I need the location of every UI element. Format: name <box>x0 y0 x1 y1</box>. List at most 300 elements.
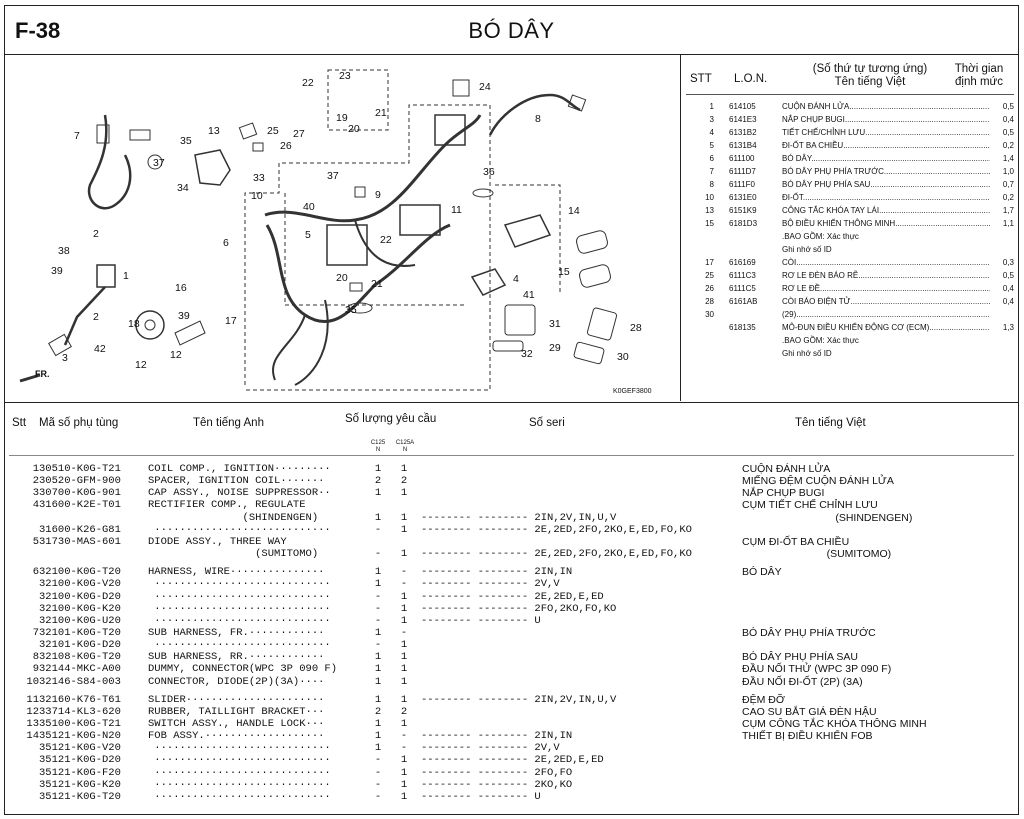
vietnamese-name: BÓ DÂY PHỤ PHÍA SAU <box>742 651 858 664</box>
qty-c125: - <box>374 614 382 627</box>
col-header-name-en: Tên tiếng Anh <box>193 417 264 429</box>
row-number: 5 <box>32 535 39 548</box>
list-stt: 26 <box>705 284 714 293</box>
serial-range: -------- -------- 2E,2ED,E,ED <box>421 754 604 767</box>
english-name: ···························· <box>148 766 331 779</box>
english-name: ···························· <box>148 742 331 755</box>
list-name: BỘ ĐIỀU KHIỂN THÔNG MINH ..... <box>782 217 990 230</box>
table-row <box>5 791 1018 803</box>
qty-c125: - <box>374 523 382 536</box>
row-number: 14 <box>26 730 39 743</box>
qty-c125a: 2 <box>400 705 408 718</box>
part-number: 31600-K26-G81 <box>39 523 121 536</box>
english-name: (SHINDENGEN) <box>148 511 319 524</box>
callout-20: 20 <box>348 123 360 135</box>
labor-time-list <box>682 55 1018 401</box>
part-number: 35121-K0G-T20 <box>39 790 121 803</box>
english-name: HARNESS, WIRE··············· <box>148 566 325 579</box>
list-name: CÔNG TẮC KHÓA TAY LÁI ..... <box>782 204 990 217</box>
part-number: 35121-K0G-N20 <box>39 730 121 743</box>
list-row <box>682 139 1018 152</box>
part-number: 35100-K0G-T21 <box>39 718 121 730</box>
vietnamese-name: CỤM CÔNG TẮC KHÓA THÔNG MINH <box>742 718 927 730</box>
callout-41: 41 <box>523 289 535 301</box>
qty-c125a: - <box>400 730 408 743</box>
page-frame <box>4 5 1019 815</box>
list-row <box>682 321 1018 334</box>
vietnamese-name: CUỘN ĐÁNH LỬA <box>742 463 831 475</box>
list-stt: 7 <box>709 167 714 176</box>
list-name: .BAO GỒM: Xác thực <box>782 232 859 241</box>
row-number: 3 <box>32 487 39 500</box>
callout-24: 24 <box>479 81 491 93</box>
qty-c125: 1 <box>374 693 382 706</box>
table-row <box>5 578 1018 590</box>
callout-2: 2 <box>93 311 99 323</box>
row-number: 7 <box>32 626 39 639</box>
qty-c125a: - <box>400 578 408 591</box>
serial-range: -------- -------- 2E,2ED,2FO,2KO,E,ED,FO,KO <box>421 548 692 561</box>
list-name: ĐI-ỐT BA CHIỀU ..... <box>782 139 990 152</box>
list-header-lon: L.O.N. <box>734 73 768 85</box>
callout-30: 30 <box>617 351 629 363</box>
list-time: 0,3 <box>1002 258 1014 267</box>
table-row <box>5 718 1018 730</box>
qty-c125a: 1 <box>400 663 408 676</box>
table-row <box>5 591 1018 603</box>
serial-range: -------- -------- 2E,2ED,E,ED <box>421 590 604 603</box>
callout-16: 16 <box>175 282 187 294</box>
qty-col-c125: C125 N <box>370 440 386 453</box>
list-name: RƠ LE ĐỀ ..... <box>782 282 990 295</box>
table-row <box>5 663 1018 675</box>
parts-table <box>5 402 1018 814</box>
callout-31: 31 <box>549 318 561 330</box>
qty-c125: - <box>374 548 382 561</box>
english-name: CONNECTOR, DIODE(2P)(3A)···· <box>148 675 325 688</box>
list-row <box>682 178 1018 191</box>
list-header-stt: STT <box>690 73 712 85</box>
list-lon: 6111D7 <box>729 167 756 176</box>
table-row <box>5 754 1018 766</box>
vietnamese-name: MIẾNG ĐỆM CUỘN ĐÁNH LỬA <box>742 475 894 488</box>
list-time: 0,4 <box>1002 115 1014 124</box>
part-number: 35121-K0G-K20 <box>39 778 121 791</box>
vietnamese-name: (SUMITOMO) <box>742 548 892 561</box>
english-name: ···························· <box>148 639 331 652</box>
table-row <box>5 627 1018 639</box>
list-row <box>682 100 1018 113</box>
qty-c125a: 1 <box>400 639 408 652</box>
callout-21: 21 <box>375 107 387 119</box>
row-number: 1 <box>32 463 39 475</box>
list-lon: 6131E0 <box>729 193 757 202</box>
table-header-divider <box>9 455 1014 456</box>
callout-9: 9 <box>375 189 381 201</box>
list-stt: 17 <box>705 258 714 267</box>
qty-c125: 2 <box>374 705 382 718</box>
english-name: ···························· <box>148 578 331 591</box>
callout-26: 26 <box>280 140 292 152</box>
list-name: Ghi nhớ số ID <box>782 349 832 358</box>
list-time: 1,1 <box>1002 219 1014 228</box>
list-lon: 6111C5 <box>729 284 756 293</box>
serial-range: -------- -------- U <box>421 790 541 803</box>
row-number: 10 <box>26 675 39 688</box>
list-stt: 5 <box>709 141 714 150</box>
list-stt: 1 <box>709 102 714 111</box>
list-time: 0,7 <box>1002 180 1014 189</box>
english-name: ···························· <box>148 614 331 627</box>
callout-39: 39 <box>178 310 190 322</box>
table-row <box>5 767 1018 779</box>
table-row <box>5 475 1018 487</box>
list-time: 0,4 <box>1002 284 1014 293</box>
table-row <box>5 730 1018 742</box>
table-row <box>5 779 1018 791</box>
list-name: .BAO GỒM: Xác thực <box>782 336 859 345</box>
qty-c125a: 2 <box>400 475 408 488</box>
vietnamese-name: (SHINDENGEN) <box>742 511 913 524</box>
list-name: ĐI-ỐT ..... <box>782 191 990 204</box>
english-name: COIL COMP., IGNITION········· <box>148 463 331 475</box>
part-number: 31730-MAS-601 <box>39 535 121 548</box>
qty-c125a: - <box>400 566 408 579</box>
callout-14: 14 <box>568 205 580 217</box>
list-header-time: Thời gian định mức <box>954 63 1004 88</box>
callout-37: 37 <box>153 157 165 169</box>
list-time: 1,7 <box>1002 206 1014 215</box>
vietnamese-name: CỤM ĐI-ỐT BA CHIỀU <box>742 535 850 548</box>
page-title: BÓ DÂY <box>468 18 555 43</box>
vietnamese-name: ĐẦU NỐI THỬ (WPC 3P 090 F) <box>742 663 892 676</box>
list-name: MÔ-ĐUN ĐIỀU KHIỂN ĐỘNG CƠ (ECM) ..... <box>782 321 990 334</box>
list-name: BÓ DÂY PHỤ PHÍA SAU ..... <box>782 178 990 191</box>
callout-38: 38 <box>58 245 70 257</box>
qty-c125: - <box>374 790 382 803</box>
english-name: SUB HARNESS, FR.············ <box>148 626 325 639</box>
qty-c125a: - <box>400 626 408 639</box>
qty-c125a: 1 <box>400 790 408 803</box>
col-header-qty: Số lượng yêu cầu <box>345 413 437 425</box>
list-name: Ghi nhớ số ID <box>782 245 832 254</box>
qty-c125: 1 <box>374 511 382 524</box>
table-row <box>5 463 1018 475</box>
row-number: 2 <box>32 475 39 488</box>
english-name: FOB ASSY.··················· <box>148 730 325 743</box>
list-time: 0,5 <box>1002 102 1014 111</box>
row-number: 9 <box>32 663 39 676</box>
list-header-name: (Số thứ tự tương ứng) Tên tiếng Việt <box>812 63 928 88</box>
part-number: 32100-K0G-K20 <box>39 602 121 615</box>
figure-code: F-38 <box>15 18 61 43</box>
row-number: 13 <box>26 718 39 730</box>
list-stt: 6 <box>709 154 714 163</box>
english-name: ···························· <box>148 778 331 791</box>
list-stt: 8 <box>709 180 714 189</box>
row-number: 12 <box>26 705 39 718</box>
table-row <box>5 676 1018 688</box>
list-time: 1,3 <box>1002 323 1014 332</box>
callout-36: 36 <box>483 166 495 178</box>
qty-c125a: 1 <box>400 693 408 706</box>
list-row <box>682 126 1018 139</box>
qty-c125a: - <box>400 742 408 755</box>
callout-11: 11 <box>451 204 462 216</box>
list-name: RƠ LE ĐÈN BÁO RẼ ..... <box>782 269 990 282</box>
list-time: 0,2 <box>1002 141 1014 150</box>
callout-35: 35 <box>180 135 192 147</box>
part-number: 32100-K0G-U20 <box>39 614 121 627</box>
english-name: ···························· <box>148 590 331 603</box>
callout-12: 12 <box>170 349 182 361</box>
qty-c125: 1 <box>374 578 382 591</box>
row-number: 4 <box>32 499 39 512</box>
english-name: SWITCH ASSY., HANDLE LOCK··· <box>148 718 325 730</box>
list-lon: 618135 <box>729 323 756 332</box>
callout-22: 22 <box>380 234 392 246</box>
table-row <box>5 536 1018 548</box>
list-row <box>682 152 1018 165</box>
list-row <box>682 217 1018 230</box>
list-lon: 611100 <box>729 154 755 163</box>
qty-c125: - <box>374 639 382 652</box>
list-stt: 25 <box>705 271 714 280</box>
list-time: 0,5 <box>1002 271 1014 280</box>
list-name: CUỘN ĐÁNH LỬA ..... <box>782 100 990 113</box>
table-row <box>5 639 1018 651</box>
callout-27: 27 <box>293 128 305 140</box>
list-row <box>682 308 1018 321</box>
list-stt: 4 <box>709 128 714 137</box>
list-stt: 30 <box>705 310 714 319</box>
english-name: (SUMITOMO) <box>148 548 319 561</box>
part-number: 35121-K0G-F20 <box>39 766 121 779</box>
english-name: RUBBER, TAILLIGHT BRACKET··· <box>148 705 325 718</box>
list-header-divider <box>686 94 1014 95</box>
part-number: 32100-K0G-T20 <box>39 566 121 579</box>
list-lon: 6141E3 <box>729 115 757 124</box>
english-name: RECTIFIER COMP., REGULATE <box>148 499 306 512</box>
callout-33: 33 <box>253 172 265 184</box>
english-name: DUMMY, CONNECTOR(WPC 3P 090 F) <box>148 663 338 676</box>
callout-23: 23 <box>339 70 351 82</box>
qty-c125: 1 <box>374 663 382 676</box>
page-header <box>5 6 1018 55</box>
qty-c125: 1 <box>374 487 382 500</box>
callout-22: 22 <box>302 77 314 89</box>
list-lon: 616169 <box>729 258 756 267</box>
list-name: CÒI BÁO ĐIỆN TỬ ..... <box>782 295 990 308</box>
callout-37: 37 <box>327 170 339 182</box>
table-row <box>5 548 1018 560</box>
part-number: 32146-S84-003 <box>39 675 121 688</box>
list-name: NẮP CHỤP BUGI ..... <box>782 113 990 126</box>
diagram-drawing <box>5 55 681 401</box>
list-row <box>682 191 1018 204</box>
table-row <box>5 603 1018 615</box>
list-row <box>682 204 1018 217</box>
row-number: 11 <box>26 693 39 706</box>
serial-range: -------- -------- 2IN,2V,IN,U,V <box>421 693 617 706</box>
col-header-no: Stt <box>12 417 27 429</box>
row-number: 8 <box>32 651 39 664</box>
list-name: TIẾT CHẾ/CHỈNH LƯU ..... <box>782 126 990 139</box>
english-name: DIODE ASSY., THREE WAY <box>148 535 287 548</box>
serial-range: -------- -------- 2IN,2V,IN,U,V <box>421 511 617 524</box>
qty-c125a: 1 <box>400 463 408 475</box>
list-row <box>682 282 1018 295</box>
table-row <box>5 512 1018 524</box>
table-row <box>5 742 1018 754</box>
list-row <box>682 165 1018 178</box>
part-number: 35121-K0G-V20 <box>39 742 121 755</box>
qty-c125: 1 <box>374 675 382 688</box>
english-name: SUB HARNESS, RR.············ <box>148 651 325 664</box>
callout-20: 20 <box>336 272 348 284</box>
part-number: 35121-K0G-D20 <box>39 754 121 767</box>
list-row <box>682 230 1018 243</box>
list-name: CÒI ..... <box>782 256 990 269</box>
part-number: 32101-K0G-D20 <box>39 639 121 652</box>
vietnamese-name: ĐẦU NỐI ĐI-ỐT (2P) (3A) <box>742 675 863 688</box>
row-number: 6 <box>32 566 39 579</box>
callout-19: 19 <box>336 112 348 124</box>
english-name: ···························· <box>148 523 331 536</box>
list-stt: 10 <box>705 193 714 202</box>
callout-10: 10 <box>251 190 263 202</box>
list-stt: 13 <box>705 206 714 215</box>
callout-18: 18 <box>128 318 140 330</box>
callout-2: 2 <box>93 228 99 240</box>
callout-39: 39 <box>51 265 63 277</box>
callout-34: 34 <box>177 182 189 194</box>
qty-c125a: 1 <box>400 602 408 615</box>
list-lon: 6131B2 <box>729 128 757 137</box>
list-row <box>682 334 1018 347</box>
part-number: 30510-K0G-T21 <box>39 463 121 475</box>
serial-range: -------- -------- 2V,V <box>421 578 560 591</box>
callout-8: 8 <box>535 113 541 125</box>
list-time: 0,5 <box>1002 128 1014 137</box>
part-number: 32108-K0G-T20 <box>39 651 121 664</box>
list-lon: 614105 <box>729 102 756 111</box>
part-number: 32101-K0G-T20 <box>39 626 121 639</box>
exploded-diagram <box>5 55 681 401</box>
vietnamese-name: THIẾT BỊ ĐIỀU KHIỂN FOB <box>742 730 873 743</box>
callout-25: 25 <box>267 125 279 137</box>
english-name: SPACER, IGNITION COIL······· <box>148 475 325 488</box>
callout-1: 1 <box>123 270 129 282</box>
qty-c125a: 1 <box>400 766 408 779</box>
part-number: 30700-K0G-901 <box>39 487 121 500</box>
col-header-part: Mã số phụ tùng <box>39 417 119 429</box>
vietnamese-name: ĐỆM ĐỠ <box>742 693 785 706</box>
callout-12: 12 <box>135 359 147 371</box>
qty-c125: - <box>374 754 382 767</box>
table-row <box>5 706 1018 718</box>
serial-range: -------- -------- 2E,2ED,2FO,2KO,E,ED,FO,KO <box>421 523 692 536</box>
list-lon: 6161AB <box>729 297 758 306</box>
table-row <box>5 651 1018 663</box>
list-lon: 6111F0 <box>729 180 755 189</box>
callout-28: 28 <box>630 322 642 334</box>
qty-c125: 1 <box>374 463 382 475</box>
qty-c125: - <box>374 602 382 615</box>
table-row <box>5 566 1018 578</box>
callout-42: 42 <box>94 343 106 355</box>
serial-range: -------- -------- 2IN,IN <box>421 730 573 743</box>
qty-c125: - <box>374 778 382 791</box>
callout-40: 40 <box>303 201 315 213</box>
vietnamese-name: CAO SU BẮT GIÁ ĐÈN HẬU <box>742 705 877 718</box>
serial-range: -------- -------- 2IN,IN <box>421 566 573 579</box>
qty-c125a: 1 <box>400 778 408 791</box>
callout-35: 35 <box>345 304 357 316</box>
list-row <box>682 113 1018 126</box>
english-name: ···························· <box>148 602 331 615</box>
list-time: 1,4 <box>1002 154 1014 163</box>
list-time: 0,4 <box>1002 297 1014 306</box>
part-number: 31600-K2E-T01 <box>39 499 121 512</box>
callout-7: 7 <box>74 130 80 142</box>
qty-c125a: 1 <box>400 651 408 664</box>
callout-13: 13 <box>208 125 220 137</box>
list-stt: 3 <box>709 115 714 124</box>
table-row <box>5 499 1018 511</box>
table-row <box>5 487 1018 499</box>
list-lon: 6111C3 <box>729 271 756 280</box>
qty-c125: 1 <box>374 718 382 730</box>
part-number: 32144-MKC-A00 <box>39 663 121 676</box>
qty-c125a: 1 <box>400 511 408 524</box>
qty-c125a: 1 <box>400 548 408 561</box>
qty-c125a: 1 <box>400 675 408 688</box>
serial-range: -------- -------- U <box>421 614 541 627</box>
qty-c125a: 1 <box>400 754 408 767</box>
list-row <box>682 269 1018 282</box>
list-stt: 28 <box>705 297 714 306</box>
part-number: 32100-K0G-V20 <box>39 578 121 591</box>
callout-32: 32 <box>521 348 533 360</box>
list-row <box>682 256 1018 269</box>
qty-c125: 1 <box>374 742 382 755</box>
qty-c125: - <box>374 766 382 779</box>
list-row <box>682 243 1018 256</box>
english-name: ···························· <box>148 790 331 803</box>
qty-c125: 1 <box>374 566 382 579</box>
callout-5: 5 <box>305 229 311 241</box>
qty-c125a: 1 <box>400 718 408 730</box>
list-row <box>682 347 1018 360</box>
part-number: 30520-GFM-900 <box>39 475 121 488</box>
vietnamese-name: NẮP CHỤP BUGI <box>742 487 825 500</box>
part-number: 33714-KL3-620 <box>39 705 121 718</box>
serial-range: -------- -------- 2FO,FO <box>421 766 573 779</box>
qty-c125: 2 <box>374 475 382 488</box>
list-name: (29) ..... <box>782 308 990 321</box>
list-name: BÓ DÂY ..... <box>782 152 990 165</box>
qty-c125a: 1 <box>400 523 408 536</box>
callout-29: 29 <box>549 342 561 354</box>
list-stt: 15 <box>705 219 714 228</box>
diagram-image-code: K0GEF3800 <box>613 388 652 395</box>
vietnamese-name: CỤM TIẾT CHẾ CHỈNH LƯU <box>742 499 878 512</box>
english-name: CAP ASSY., NOISE SUPPRESSOR·· <box>148 487 331 500</box>
english-name: SLIDER······················ <box>148 693 325 706</box>
list-row <box>682 295 1018 308</box>
callout-3: 3 <box>62 352 68 364</box>
